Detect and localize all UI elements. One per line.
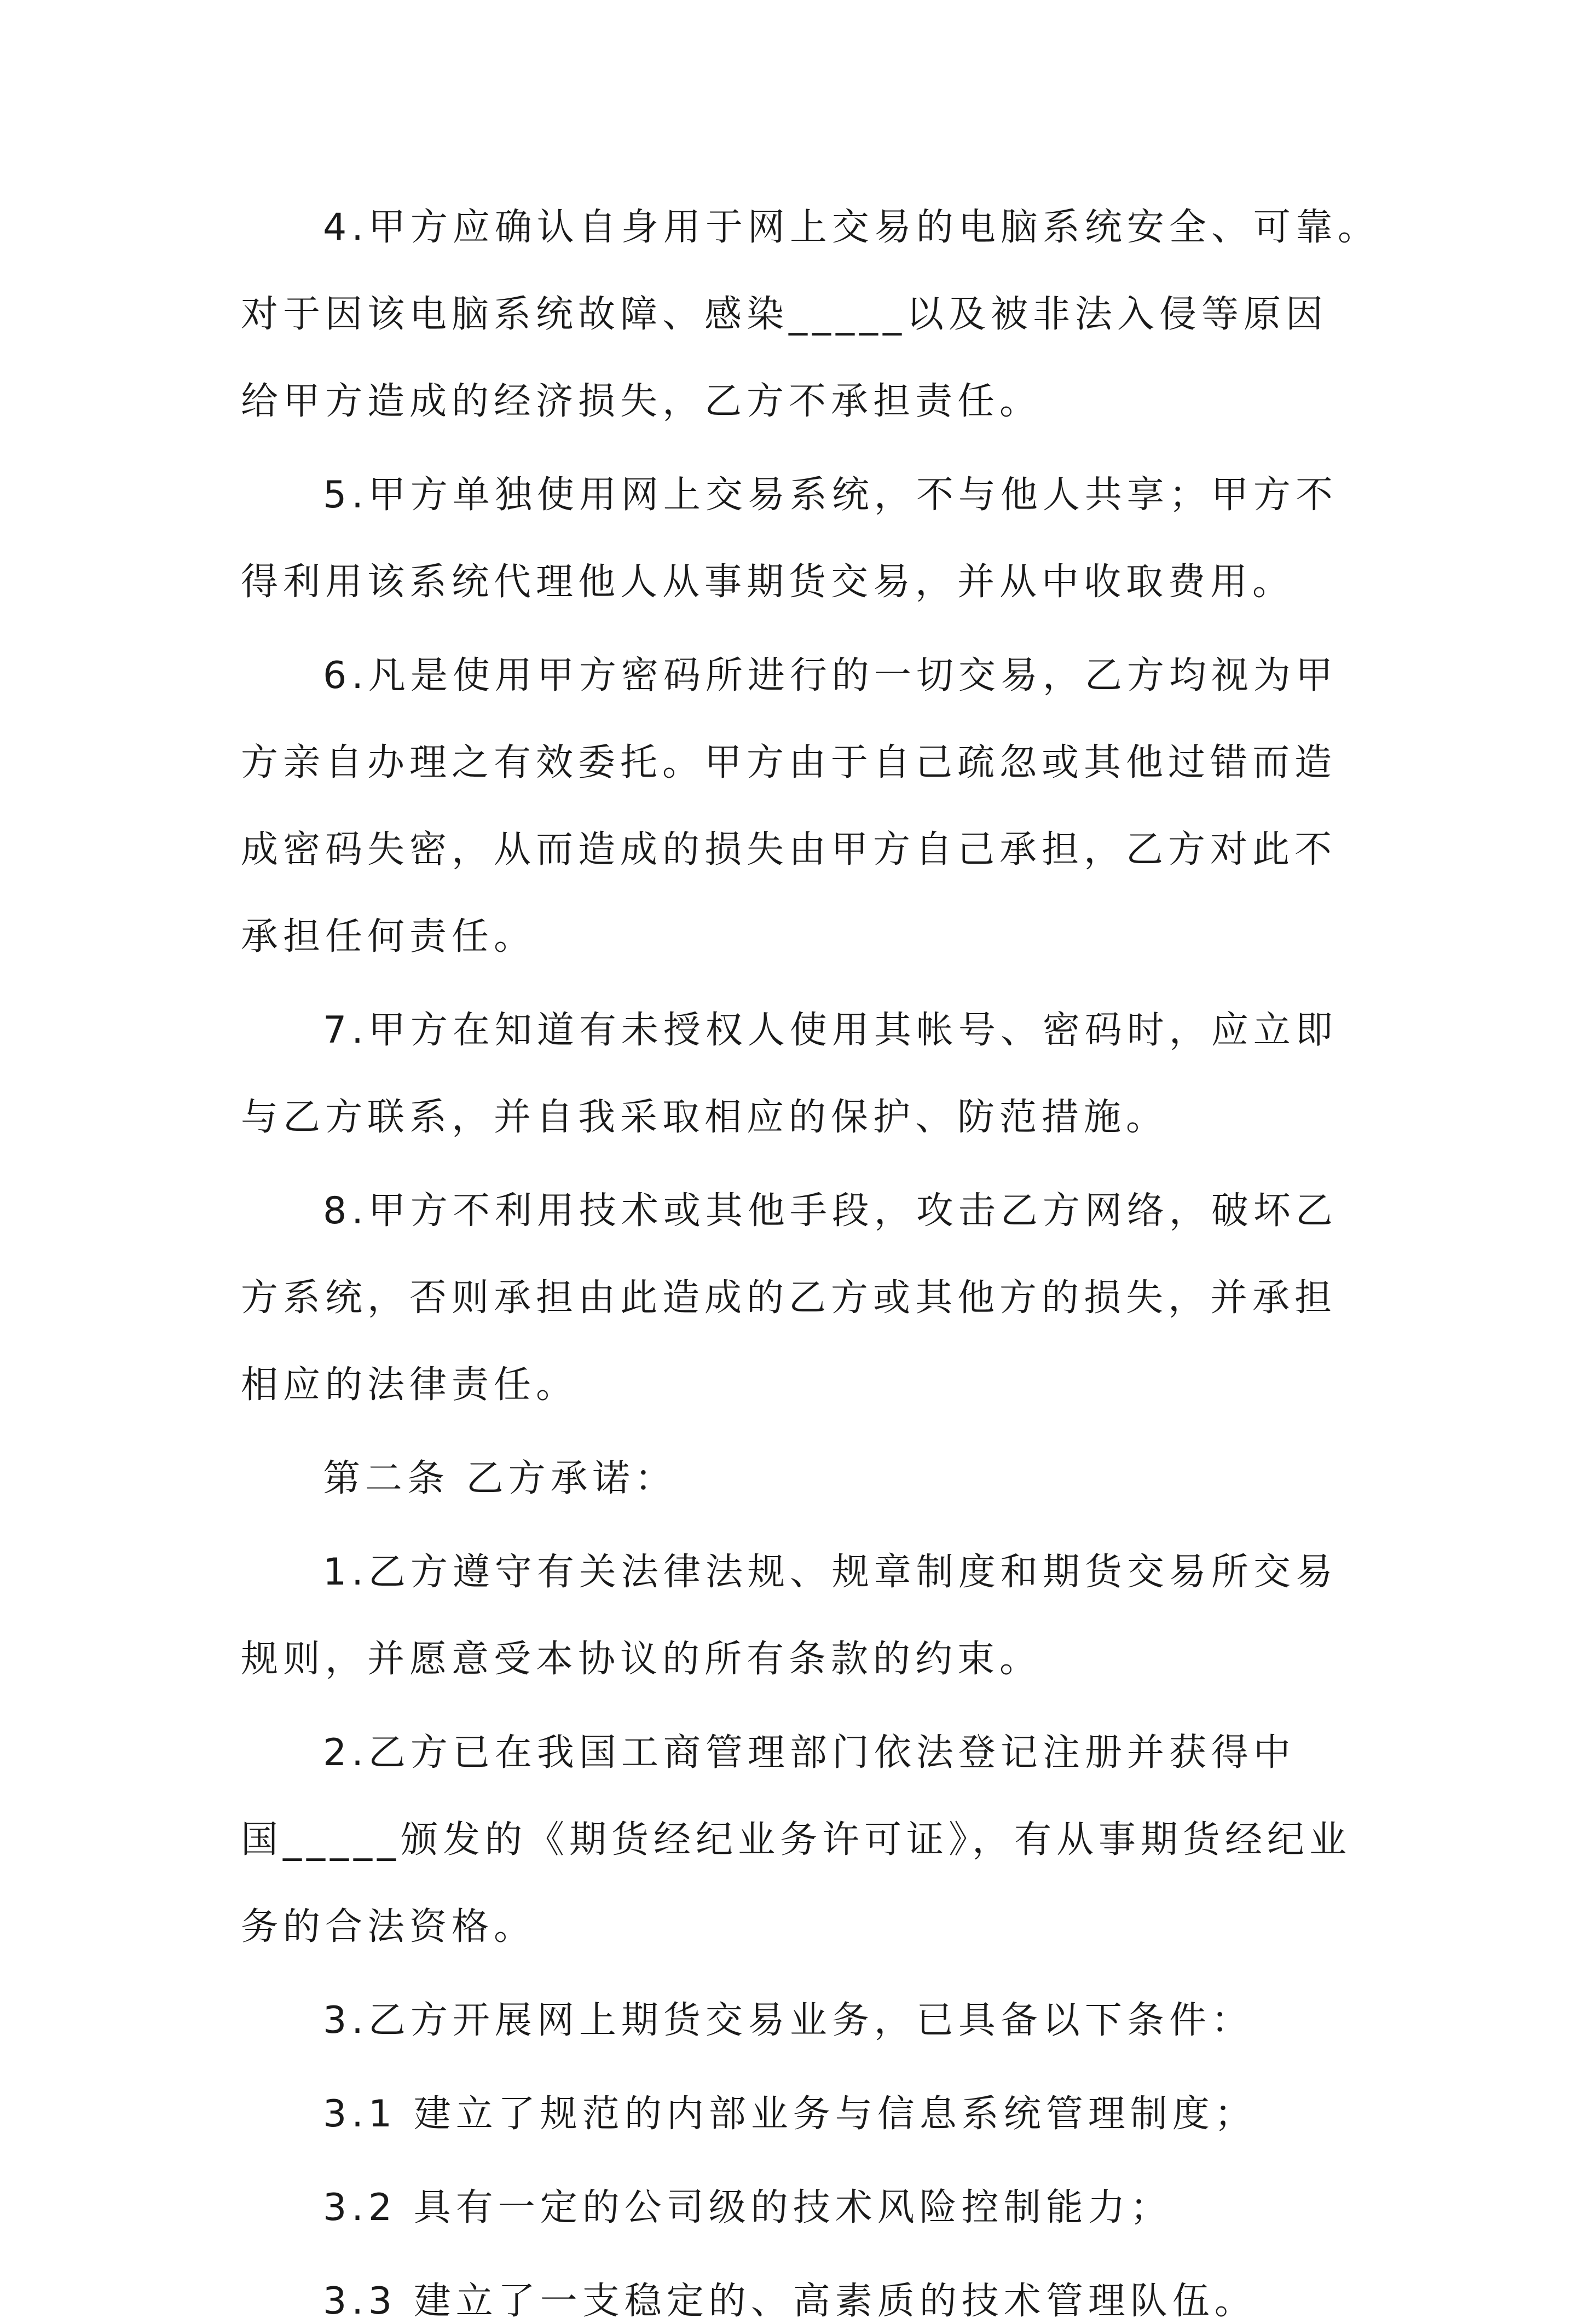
article-heading: 第二条 乙方承诺： [323,1457,677,1500]
paragraph-line: 4.甲方应确认自身用于网上交易的电脑系统安全、可靠。 [323,206,1380,249]
paragraph-line: 承担任何责任。 [241,915,536,958]
paragraph-line: 2.乙方已在我国工商管理部门依法登记注册并获得中 [323,1731,1296,1774]
paragraph-line: 对于因该电脑系统故障、感染_____以及被非法入侵等原因 [241,293,1328,336]
paragraph-line: 3.乙方开展网上期货交易业务，已具备以下条件： [323,1999,1253,2042]
document-body [241,205,1445,2324]
paragraph-line: 7.甲方在知道有未授权人使用其帐号、密码时，应立即 [323,1009,1338,1052]
paragraph-line: 8.甲方不利用技术或其他手段，攻击乙方网络，破坏乙 [323,1189,1338,1233]
paragraph-line: 方系统，否则承担由此造成的乙方或其他方的损失，并承担 [241,1276,1337,1320]
paragraph-line: 规则，并愿意受本协议的所有条款的约束。 [241,1638,1042,1681]
paragraph-line: 给甲方造成的经济损失，乙方不承担责任。 [241,380,1042,423]
list-item: 3.2 具有一定的公司级的技术风险控制能力； [323,2186,1172,2229]
paragraph-line: 成密码失密，从而造成的损失由甲方自己承担，乙方对此不 [241,828,1337,871]
paragraph-line: 国_____颁发的《期货经纪业务许可证》，有从事期货经纪业 [241,1818,1352,1861]
list-item: 3.1 建立了规范的内部业务与信息系统管理制度； [323,2092,1257,2136]
paragraph-line: 5.甲方单独使用网上交易系统，不与他人共享；甲方不 [323,473,1338,517]
list-item: 3.3 建立了一支稳定的、高素质的技术管理队伍。 [323,2280,1257,2323]
paragraph-line: 与乙方联系，并自我采取相应的保护、防范措施。 [241,1096,1169,1139]
paragraph-line: 6.凡是使用甲方密码所进行的一切交易，乙方均视为甲 [323,654,1338,697]
paragraph-line: 方亲自办理之有效委托。甲方由于自己疏忽或其他过错而造 [241,741,1337,784]
paragraph-line: 相应的法律责任。 [241,1363,579,1407]
paragraph-line: 务的合法资格。 [241,1905,536,1949]
paragraph-line: 得利用该系统代理他人从事期货交易，并从中收取费用。 [241,560,1295,604]
paragraph-line: 1.乙方遵守有关法律法规、规章制度和期货交易所交易 [323,1551,1338,1594]
